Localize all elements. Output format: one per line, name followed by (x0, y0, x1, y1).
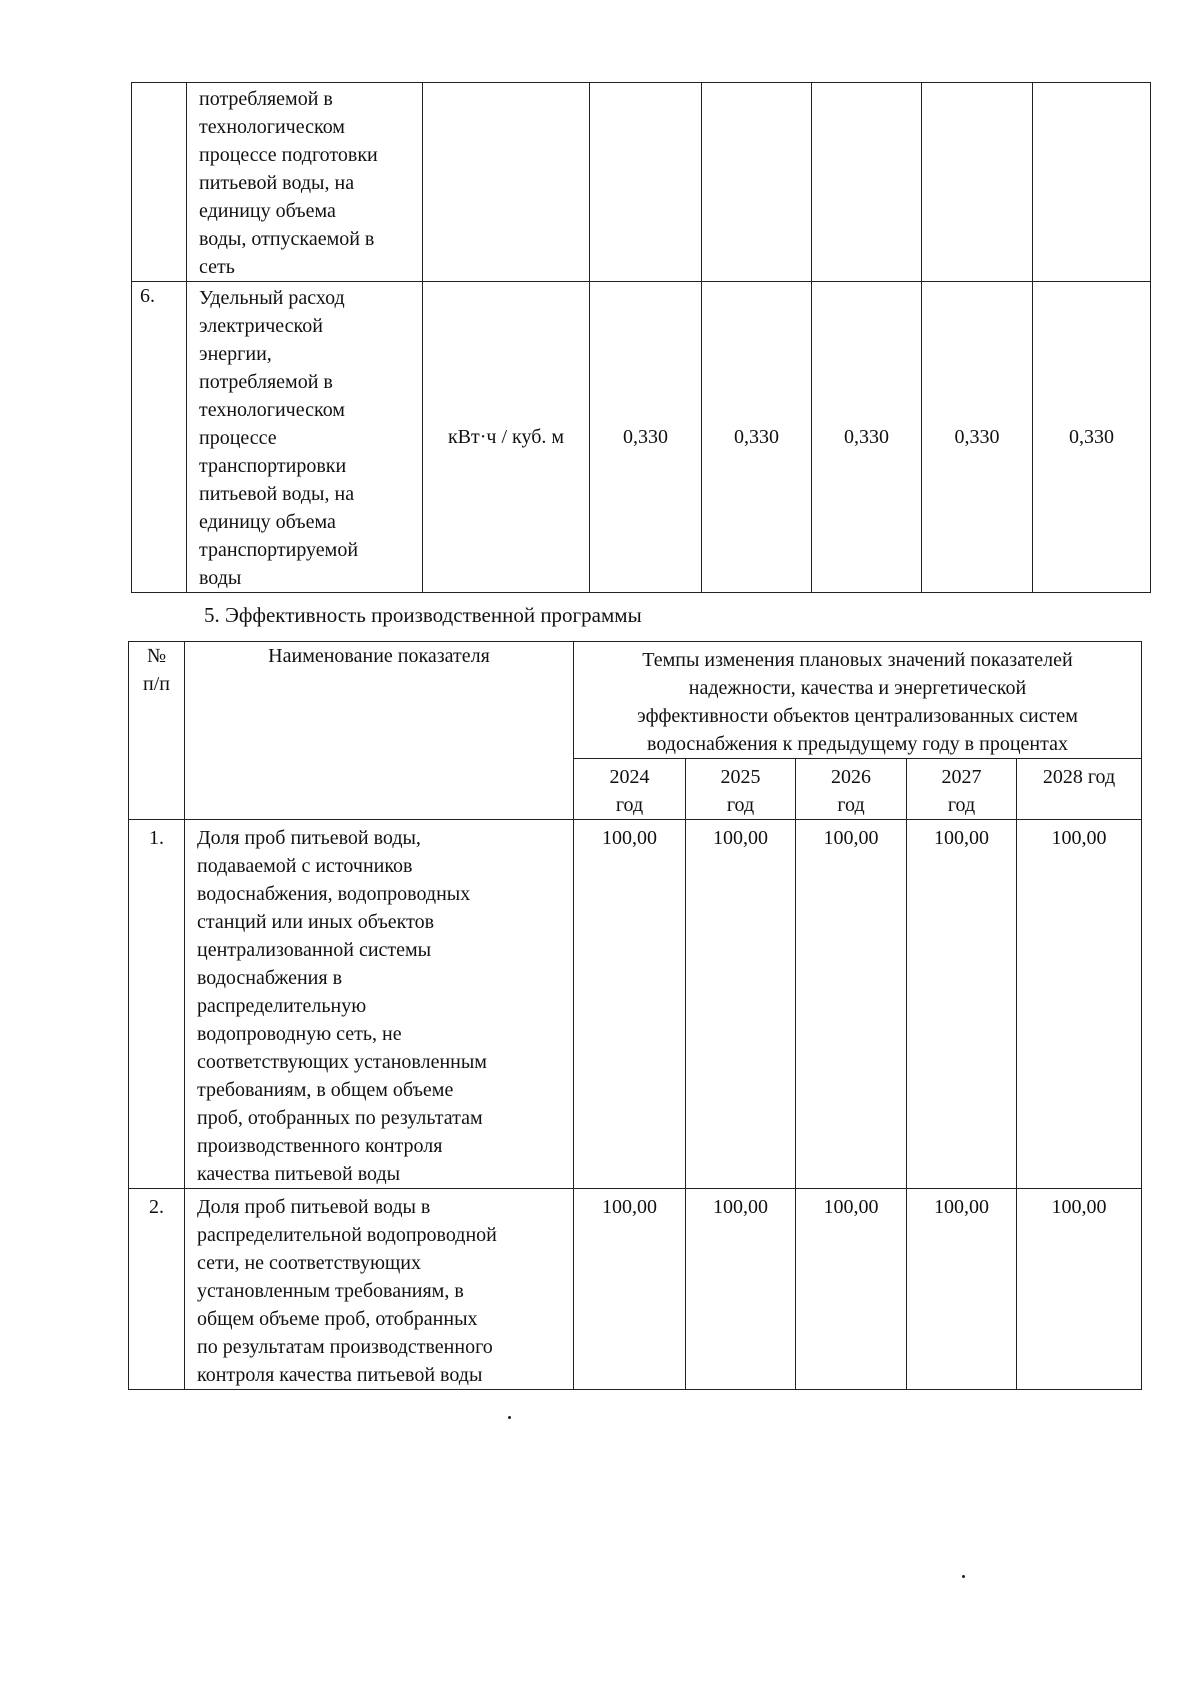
text-line: водоснабжения в (197, 967, 343, 989)
text-line: водоснабжения, водопроводных (197, 883, 471, 905)
header-text-line: Темпы изменения плановых значений показателей (642, 649, 1073, 671)
text-line: установленным требованиям, в (197, 1280, 464, 1302)
header-text-line: водоснабжения к предыдущему году в процентах (647, 733, 1068, 755)
value-cell: 100,00 (796, 1189, 907, 1390)
text-line: проб, отобранных по результатам (197, 1107, 483, 1129)
text-line: транспортировки (199, 455, 347, 477)
table-row-continued (132, 83, 1151, 282)
text-line: производственного контроля (197, 1135, 443, 1157)
row-number-cell: 1. (129, 820, 185, 1189)
value-cell: 0,330 (812, 282, 922, 593)
value-cell: 0,330 (1033, 282, 1151, 593)
value-cell (590, 83, 702, 282)
text-line: контроля качества питьевой воды (197, 1364, 483, 1386)
value-cell (1033, 83, 1151, 282)
text-line: процессе (199, 427, 277, 449)
row-number-cell: 6. (132, 282, 187, 593)
year-header-cell (574, 759, 686, 820)
table-row-6 (132, 282, 1151, 593)
text-line: электрической (199, 315, 323, 337)
year-label: 2024 (609, 766, 650, 788)
value-cell: 0,330 (702, 282, 812, 593)
text-line: воды, отпускаемой в (199, 228, 375, 250)
text-line: энергии, (199, 343, 272, 365)
text-line: сети, не соответствующих (197, 1252, 421, 1274)
text-line: единицу объема (199, 200, 336, 222)
year-suffix: год (947, 794, 976, 816)
unit-cell: кВт·ч / куб. м (423, 282, 590, 593)
table-row (129, 1189, 1142, 1390)
value-cell: 100,00 (796, 820, 907, 1189)
table-header-row (129, 642, 1142, 759)
text-line: Доля проб питьевой воды в (197, 1196, 431, 1218)
header-text-line: № (146, 645, 167, 667)
year-label: 2027 (941, 766, 982, 788)
section-caption: 5. Эффективность производственной программы (204, 603, 642, 627)
text-line: потребляемой в (199, 88, 333, 110)
value-cell (812, 83, 922, 282)
value-cell: 100,00 (907, 820, 1017, 1189)
unit-cell (423, 83, 590, 282)
year-label: 2026 (831, 766, 871, 788)
text-line: Доля проб питьевой воды, (197, 827, 421, 849)
year-header-cell (686, 759, 796, 820)
header-rates-cell (574, 642, 1142, 759)
header-number-cell (129, 642, 185, 820)
header-text-line: надежности, качества и энергетической (688, 677, 1027, 699)
text-line: технологическом (199, 399, 345, 421)
year-suffix: год (837, 794, 865, 816)
value-cell: 100,00 (574, 820, 686, 1189)
scan-speck (962, 1575, 965, 1578)
scan-speck (508, 1416, 511, 1419)
value-cell: 100,00 (686, 1189, 796, 1390)
text-line: станций или иных объектов (197, 911, 435, 933)
value-cell: 0,330 (922, 282, 1033, 593)
table-row (129, 820, 1142, 1189)
header-name-cell: Наименование показателя (185, 642, 574, 820)
text-line: требованиям, в общем объеме (197, 1079, 454, 1101)
row-number-cell (132, 83, 187, 282)
year-label: 2028 год (1042, 766, 1116, 788)
year-suffix: год (726, 794, 755, 816)
text-line: технологическом (199, 116, 345, 138)
header-text-line: п/п (143, 673, 170, 695)
indicator-name-cell (187, 83, 423, 282)
text-line: Удельный расход (199, 287, 345, 309)
text-line: качества питьевой воды (197, 1163, 401, 1185)
value-cell: 0,330 (590, 282, 702, 593)
text-line: питьевой воды, на (199, 483, 355, 505)
value-cell: 100,00 (686, 820, 796, 1189)
text-line: распределительную (197, 995, 367, 1017)
text-line: соответствующих установленным (197, 1051, 487, 1073)
text-line: водопроводную сеть, не (197, 1023, 402, 1045)
energy-consumption-table (131, 82, 1151, 593)
value-cell: 100,00 (907, 1189, 1017, 1390)
text-line: транспортируемой (199, 539, 359, 561)
text-line: воды (199, 567, 242, 589)
text-line: распределительной водопроводной (197, 1224, 497, 1246)
header-text-line: эффективности объектов централизованных систем (637, 705, 1078, 727)
text-line: единицу объема (199, 511, 336, 533)
year-suffix: год (615, 794, 644, 816)
text-line: питьевой воды, на (199, 172, 355, 194)
year-header-cell (907, 759, 1017, 820)
value-cell (922, 83, 1033, 282)
text-line: по результатам производственного (197, 1336, 493, 1358)
indicator-name-cell (185, 1189, 574, 1390)
indicator-name-cell (185, 820, 574, 1189)
text-line: централизованной системы (197, 939, 432, 961)
year-label: 2025 (720, 766, 761, 788)
text-line: потребляемой в (199, 371, 333, 393)
indicator-name-cell (187, 282, 423, 593)
value-cell: 100,00 (574, 1189, 686, 1390)
year-header-cell (1017, 759, 1142, 820)
year-header-cell (796, 759, 907, 820)
row-number-cell: 2. (129, 1189, 185, 1390)
text-line: общем объеме проб, отобранных (197, 1308, 478, 1330)
value-cell: 100,00 (1017, 820, 1142, 1189)
text-line: процессе подготовки (199, 144, 378, 166)
text-line: подаваемой с источников (197, 855, 413, 877)
efficiency-table (128, 641, 1142, 1390)
value-cell: 100,00 (1017, 1189, 1142, 1390)
value-cell (702, 83, 812, 282)
text-line: сеть (199, 256, 235, 278)
